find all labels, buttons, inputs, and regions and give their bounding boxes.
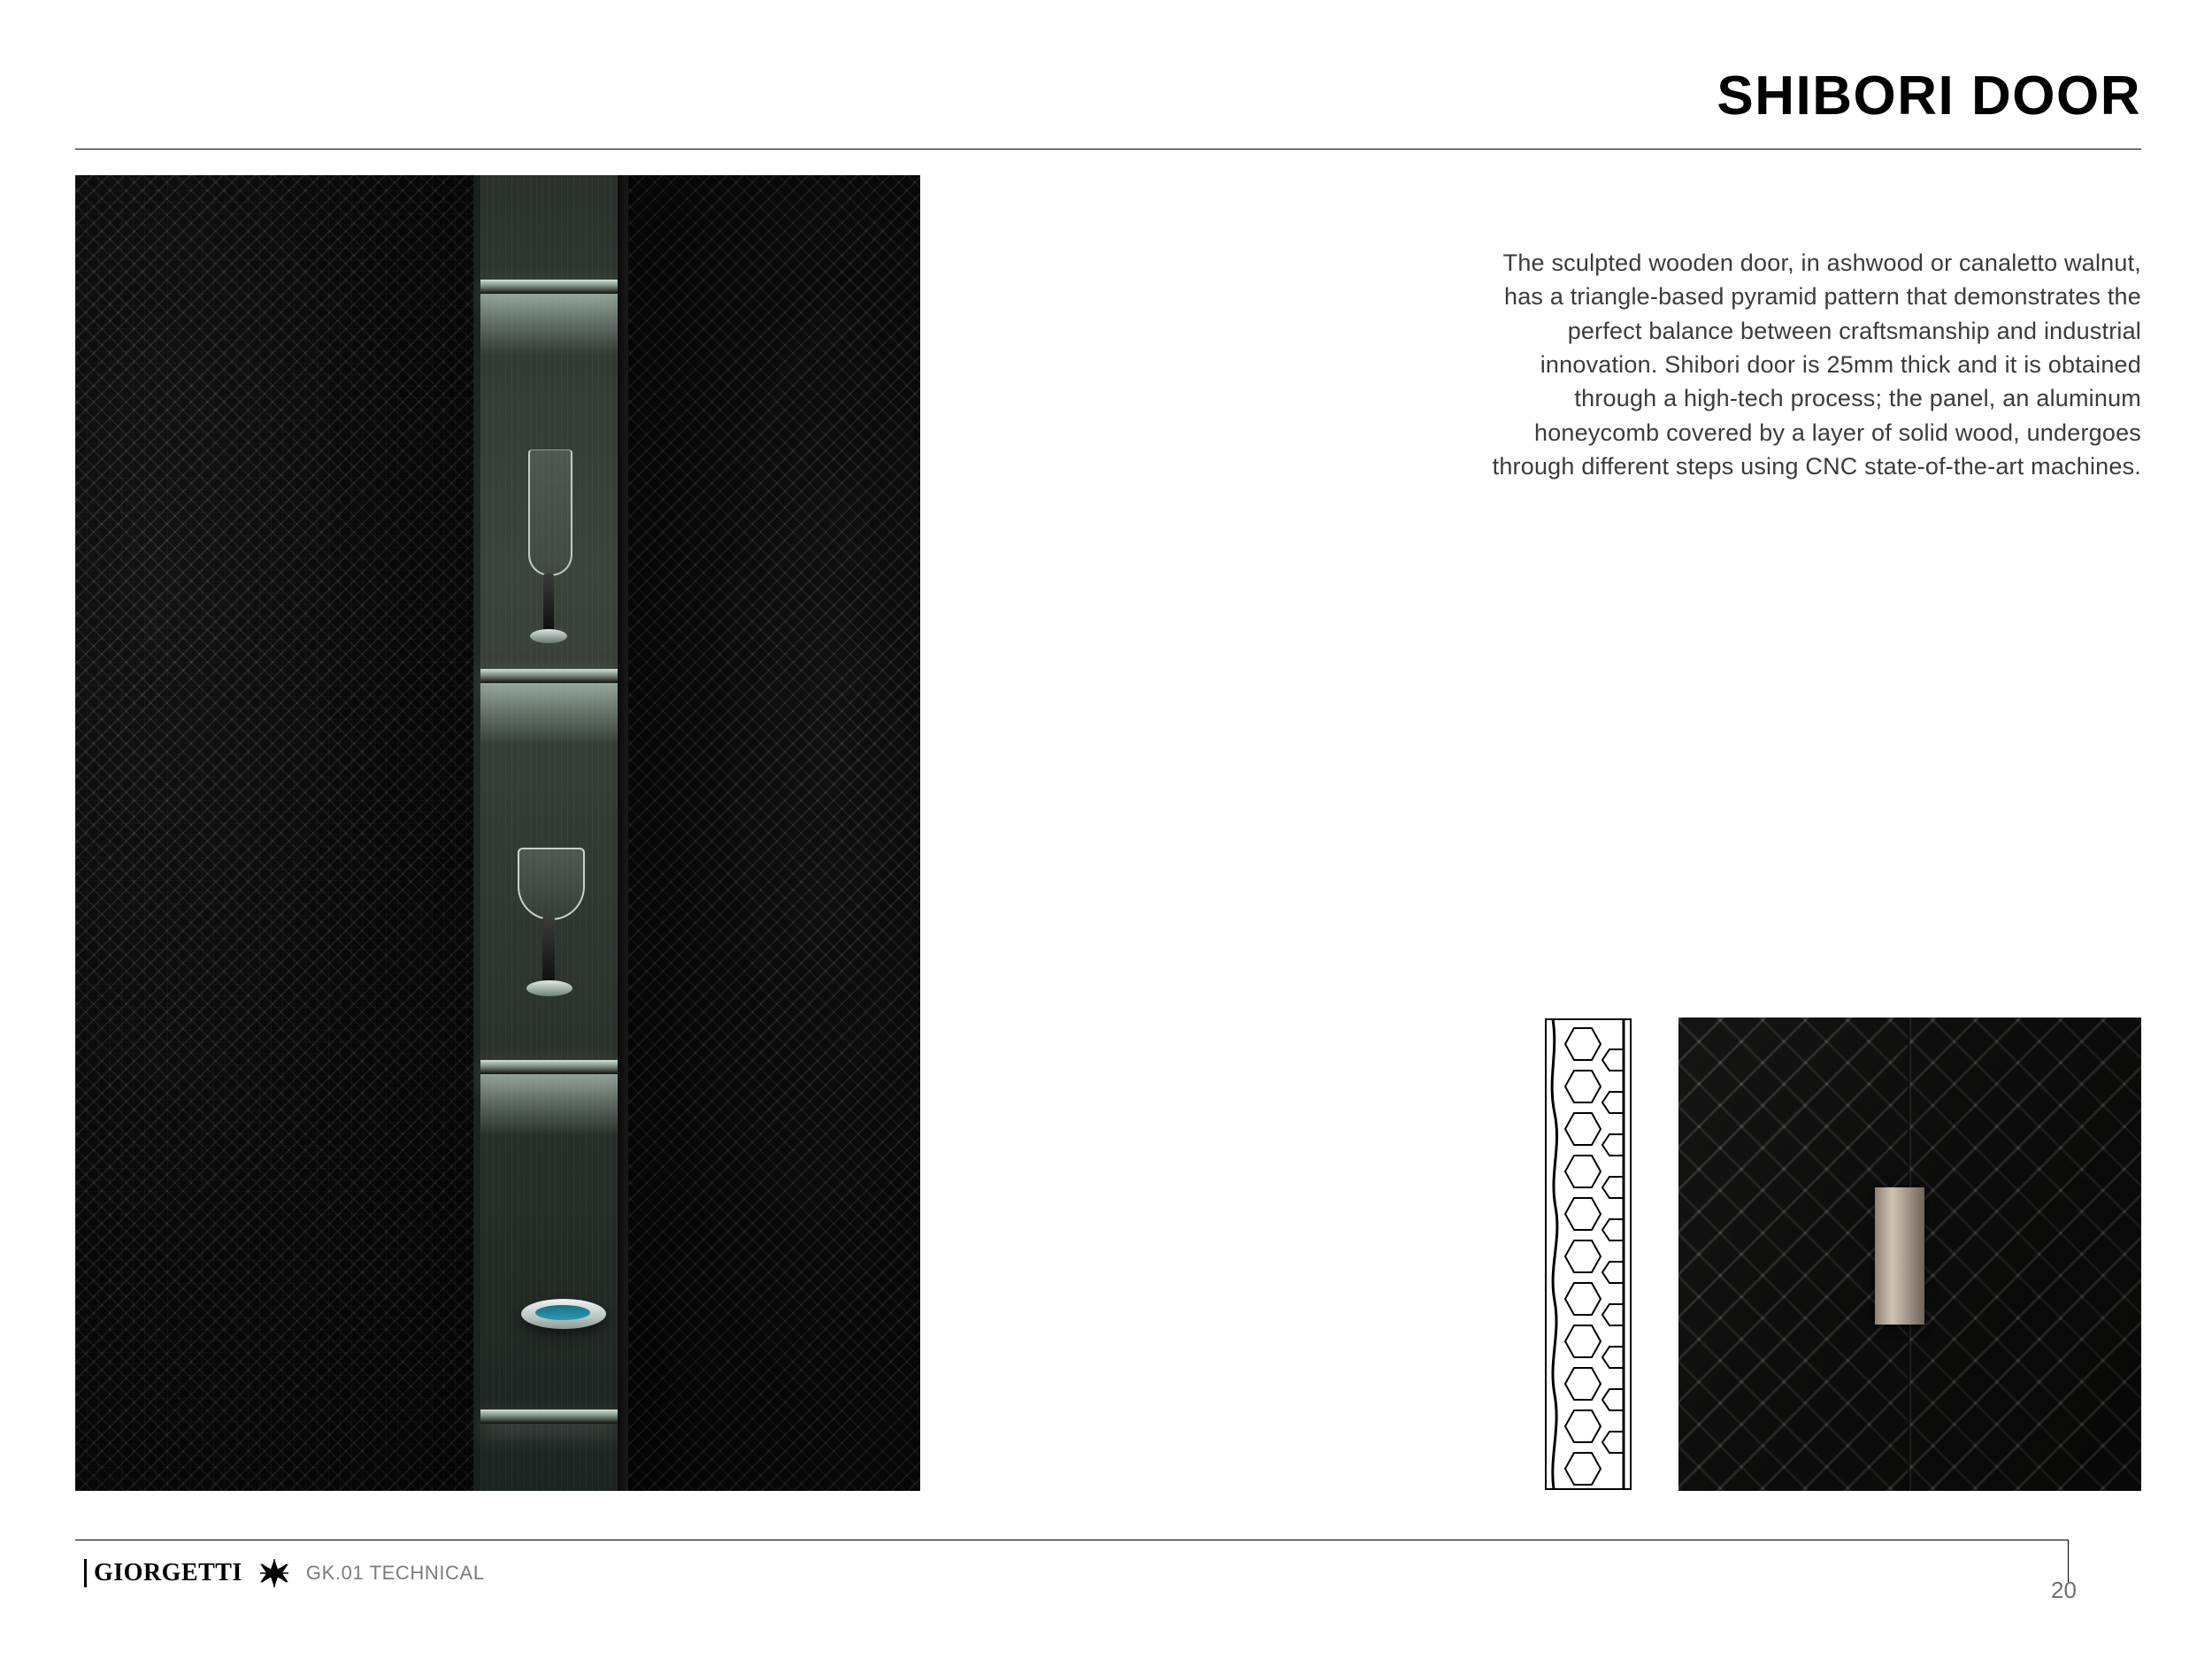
niche-backpanel — [480, 175, 618, 1491]
page-number-rule — [2068, 1540, 2069, 1582]
page-title: SHIBORI DOOR — [1717, 65, 2141, 127]
product-description: The sculpted wooden door, in ashwood or canaletto walnut, has a triangle-based pyramid pattern that demonstrates the perfect balance between craftsmanship and industrial innovation. Shibori door is 25mm thick and it is obtained through a high-tech process; the panel, an aluminum honeycomb covered by a layer of solid wood, undergoes through different steps using CNC state-of-the-art machines. — [1492, 250, 2141, 480]
niche-edge — [618, 175, 628, 1491]
shelf — [480, 1060, 618, 1074]
shelf — [480, 669, 618, 683]
footer-section-label: GK.01 TECHNICAL — [305, 1562, 485, 1584]
brand-logo: GIORGETTI — [84, 1559, 242, 1587]
cabinet-niche — [473, 175, 628, 1491]
champagne-flute — [519, 449, 578, 662]
page-number: 20 — [2051, 1577, 2077, 1603]
pyramid-panel-right — [628, 175, 920, 1491]
footer — [84, 1555, 485, 1591]
giorgetti-star-icon — [255, 1555, 294, 1591]
door-handle — [1875, 1187, 1924, 1325]
honeycomb-section-diagram — [1544, 1018, 1632, 1491]
shibori-door-detail-photo — [1678, 1018, 2141, 1491]
header-divider — [75, 149, 2141, 150]
decorative-dish — [521, 1299, 606, 1329]
pyramid-panel-left — [75, 175, 473, 1491]
hero-image — [75, 175, 920, 1491]
shelf — [480, 280, 618, 294]
shelf — [480, 1409, 618, 1424]
stemmed-glass — [514, 848, 585, 1020]
